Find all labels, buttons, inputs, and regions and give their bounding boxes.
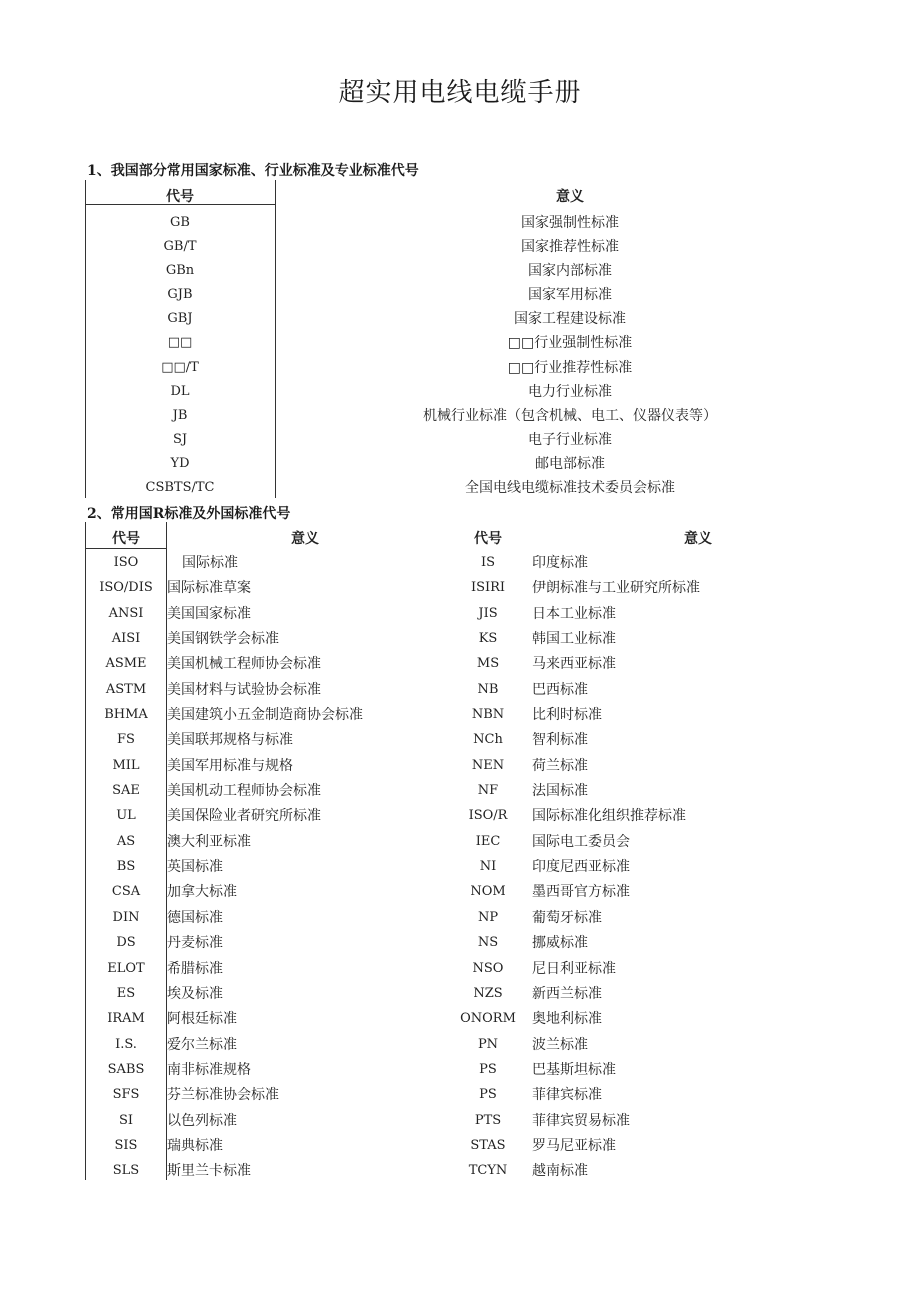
standard-code: ANSI xyxy=(108,605,144,621)
standard-code: DS xyxy=(116,935,136,951)
table-row xyxy=(85,704,875,729)
standard-code: ISO xyxy=(113,555,139,570)
table-row xyxy=(85,932,875,957)
table-row xyxy=(85,729,875,754)
table-row xyxy=(85,332,875,356)
table-row xyxy=(85,907,875,932)
header-code: 代号 xyxy=(166,189,194,205)
standard-meaning: 芬兰标准协会标准 xyxy=(167,1087,279,1104)
standard-meaning: 美国国家标准 xyxy=(167,605,251,622)
table-row xyxy=(85,357,875,381)
standard-meaning: 德国标准 xyxy=(167,909,223,926)
standard-meaning: 阿根廷标准 xyxy=(167,1011,237,1028)
standard-code: ONORM xyxy=(460,1011,516,1027)
table-row xyxy=(85,308,875,332)
standard-meaning: 法国标准 xyxy=(532,783,588,800)
standard-meaning: 电力行业标准 xyxy=(528,383,612,400)
table-row xyxy=(85,628,875,653)
table-row xyxy=(85,831,875,856)
standard-meaning: 巴基斯坦标准 xyxy=(532,1061,616,1078)
standard-meaning: 美国军用标准与规格 xyxy=(167,757,293,774)
standard-meaning: 印度标准 xyxy=(532,555,588,571)
standard-code: ES xyxy=(116,985,136,1001)
standard-meaning: 国家军用标准 xyxy=(528,287,612,304)
standard-code: PN xyxy=(477,1036,499,1052)
standard-code: NP xyxy=(477,909,499,925)
standard-meaning: 荷兰标准 xyxy=(532,757,588,774)
standard-meaning: 菲律宾标准 xyxy=(532,1087,602,1104)
standard-code: JIS xyxy=(478,605,498,621)
standard-meaning: 英国标准 xyxy=(167,859,223,876)
table-row xyxy=(85,453,875,477)
standard-meaning: 国际电工委员会 xyxy=(532,833,630,850)
header-meaning-2: 意义 xyxy=(684,531,712,547)
standard-code: GB xyxy=(170,215,190,230)
standard-code: GBJ xyxy=(167,311,193,327)
table-row xyxy=(85,755,875,780)
standard-meaning: 爱尔兰标准 xyxy=(167,1036,237,1053)
table-row xyxy=(85,1008,875,1033)
standard-meaning: 机械行业标准（包含机械、电工、仪器仪表等） xyxy=(423,407,717,424)
table-row xyxy=(85,284,875,308)
standard-meaning: 越南标准 xyxy=(532,1163,588,1180)
table-row xyxy=(85,1059,875,1084)
standard-meaning: □□行业强制性标准 xyxy=(507,335,633,352)
standard-code: ASME xyxy=(105,656,147,672)
standard-code: YD xyxy=(170,455,190,471)
standard-meaning: 电子行业标准 xyxy=(528,431,612,448)
standard-code: IRAM xyxy=(107,1011,145,1027)
standard-code: PS xyxy=(479,1061,497,1077)
standard-code: SAE xyxy=(112,783,140,799)
standard-meaning: 尼日利亚标准 xyxy=(532,960,616,977)
standard-code: SFS xyxy=(112,1087,140,1103)
standard-code: DL xyxy=(170,383,190,399)
standard-meaning: 国际标准化组织推荐标准 xyxy=(532,808,686,825)
section1-heading: 1、我国部分常用国家标准、行业标准及专业标准代号 xyxy=(87,163,419,179)
table-row xyxy=(85,1110,875,1135)
standard-code: MS xyxy=(476,656,500,672)
table-row xyxy=(85,1135,875,1160)
standard-code: TCYN xyxy=(468,1163,508,1179)
section2-heading: 2、常用国R标准及外国标准代号 xyxy=(87,506,291,522)
standard-meaning: 以色列标准 xyxy=(167,1112,237,1129)
table-row xyxy=(85,405,875,429)
standard-meaning: 波兰标准 xyxy=(532,1036,588,1053)
standard-meaning: 比利时标准 xyxy=(532,707,602,724)
standard-meaning: 希腊标准 xyxy=(167,960,223,977)
standard-meaning: 巴西标准 xyxy=(532,681,588,698)
standard-code: NCh xyxy=(473,732,503,748)
standard-code: SABS xyxy=(107,1061,145,1077)
standard-code: NZS xyxy=(473,985,503,1001)
standard-code: □□ xyxy=(167,335,193,351)
standard-code: PS xyxy=(479,1087,497,1103)
standard-meaning: 国际标准草案 xyxy=(167,580,251,597)
standard-code: SJ xyxy=(172,431,188,447)
standard-meaning: 国家内部标准 xyxy=(528,263,612,280)
standard-meaning: 美国保险业者研究所标准 xyxy=(167,808,321,825)
standard-meaning: 美国机械工程师协会标准 xyxy=(167,656,321,673)
standard-meaning: 日本工业标准 xyxy=(532,605,616,622)
header-meaning-1: 意义 xyxy=(291,531,319,547)
table-row xyxy=(85,958,875,983)
standard-meaning: 国家强制性标准 xyxy=(521,215,619,231)
standard-meaning: 美国机动工程师协会标准 xyxy=(167,783,321,800)
standard-meaning: 丹麦标准 xyxy=(167,935,223,952)
standard-meaning: 加拿大标准 xyxy=(167,884,237,901)
standard-meaning: 美国材料与试验协会标准 xyxy=(167,681,321,698)
table-row xyxy=(85,429,875,453)
table-row xyxy=(85,780,875,805)
standard-meaning: 国家推荐性标准 xyxy=(521,239,619,256)
page-title: 超实用电线电缆手册 xyxy=(338,78,582,108)
standard-code: AISI xyxy=(111,631,141,647)
standard-meaning: 新西兰标准 xyxy=(532,985,602,1002)
standard-code: □□/T xyxy=(161,359,199,375)
standard-code: MIL xyxy=(112,757,140,773)
standard-meaning: 美国联邦规格与标准 xyxy=(167,732,293,749)
table-row xyxy=(85,983,875,1008)
standard-meaning: 邮电部标准 xyxy=(535,455,605,472)
standard-code: SI xyxy=(118,1112,134,1128)
standard-code: NF xyxy=(477,783,499,799)
standard-meaning: 菲律宾贸易标准 xyxy=(532,1112,630,1129)
standard-meaning: 斯里兰卡标准 xyxy=(167,1163,251,1180)
header-code-1: 代号 xyxy=(112,531,140,547)
standard-code: SLS xyxy=(112,1163,140,1179)
table-row xyxy=(85,856,875,881)
standard-code: NOM xyxy=(470,884,506,900)
standard-code: ISO/R xyxy=(468,808,508,824)
national-standards-table xyxy=(85,180,875,500)
standard-meaning: 全国电线电缆标准技术委员会标准 xyxy=(465,480,675,497)
standard-code: PTS xyxy=(474,1112,502,1128)
standard-meaning: 伊朗标准与工业研究所标准 xyxy=(532,580,700,597)
table-row xyxy=(85,1084,875,1109)
standard-code: GB/T xyxy=(163,239,197,255)
standard-code: CSA xyxy=(111,884,141,900)
table-row xyxy=(85,653,875,678)
standard-meaning: 葡萄牙标准 xyxy=(532,909,602,926)
standard-meaning: 智利标准 xyxy=(532,732,588,749)
table-row xyxy=(85,1034,875,1059)
table-body xyxy=(85,552,875,1186)
table-row xyxy=(85,805,875,830)
standard-meaning: 墨西哥官方标准 xyxy=(532,884,630,901)
standard-meaning: 印度尼西亚标准 xyxy=(532,859,630,876)
standard-code: DIN xyxy=(112,909,140,925)
standard-code: IS xyxy=(480,555,496,570)
standard-code: ASTM xyxy=(105,681,147,697)
standard-meaning: 南非标准规格 xyxy=(167,1061,251,1078)
table-row xyxy=(85,603,875,628)
standard-code: BHMA xyxy=(104,707,148,723)
standard-code: AS xyxy=(116,833,136,849)
table-row xyxy=(85,552,875,577)
standard-meaning: 奥地利标准 xyxy=(532,1011,602,1028)
table-row xyxy=(85,236,875,260)
standard-code: CSBTS/TC xyxy=(145,480,215,496)
standard-code: JB xyxy=(172,407,188,423)
header-divider xyxy=(85,548,167,549)
standard-code: ISIRI xyxy=(470,580,506,596)
header-meaning: 意义 xyxy=(556,189,584,205)
table-row xyxy=(85,679,875,704)
standard-meaning: 罗马尼亚标准 xyxy=(532,1137,616,1154)
standard-code: STAS xyxy=(470,1137,506,1153)
table-row xyxy=(85,477,875,501)
standard-code: FS xyxy=(117,732,135,748)
header-code-2: 代号 xyxy=(474,531,502,547)
standard-meaning: 美国建筑小五金制造商协会标准 xyxy=(167,707,363,724)
table-row xyxy=(85,577,875,602)
standard-meaning: 美国钢铁学会标准 xyxy=(167,631,279,648)
standard-code: NEN xyxy=(471,757,505,773)
standard-code: GJB xyxy=(167,287,193,303)
standard-code: BS xyxy=(116,859,136,875)
standard-meaning: 国际标准 xyxy=(182,555,238,571)
standard-meaning: 瑞典标准 xyxy=(167,1137,223,1154)
standard-code: GBn xyxy=(165,263,195,279)
table-row xyxy=(85,212,875,236)
standard-code: NBN xyxy=(471,707,505,723)
standard-code: SIS xyxy=(114,1137,138,1153)
table-body xyxy=(85,212,875,501)
standard-meaning: □□行业推荐性标准 xyxy=(507,359,633,376)
standard-code: NI xyxy=(479,859,497,875)
standard-code: ELOT xyxy=(107,960,145,976)
standard-code: KS xyxy=(478,631,498,647)
standard-code: NB xyxy=(477,681,499,697)
table-row xyxy=(85,1160,875,1185)
standard-code: ISO/DIS xyxy=(99,580,153,596)
standard-meaning: 澳大利亚标准 xyxy=(167,833,251,850)
standard-code: I.S. xyxy=(115,1036,137,1052)
standard-code: NS xyxy=(477,935,499,951)
table-row xyxy=(85,260,875,284)
standard-meaning: 挪威标准 xyxy=(532,935,588,952)
international-standards-table xyxy=(85,522,875,1182)
standard-meaning: 韩国工业标准 xyxy=(532,631,616,648)
standard-meaning: 国家工程建设标准 xyxy=(514,311,626,328)
table-row xyxy=(85,881,875,906)
standard-meaning: 马来西亚标准 xyxy=(532,656,616,673)
standard-meaning: 埃及标准 xyxy=(167,985,223,1002)
table-row xyxy=(85,381,875,405)
standard-code: IEC xyxy=(475,833,501,849)
standard-code: NSO xyxy=(472,960,504,976)
standard-code: UL xyxy=(116,808,136,824)
